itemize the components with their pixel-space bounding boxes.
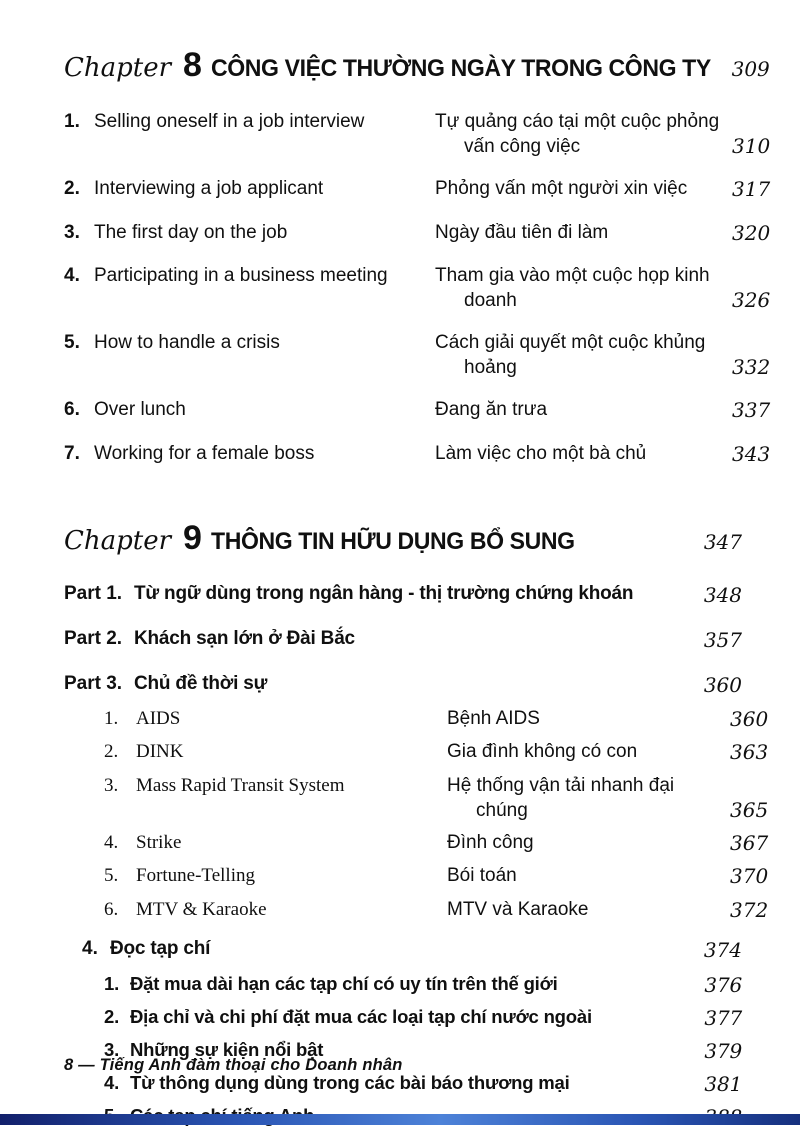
section-number: 4.: [82, 938, 98, 960]
item-page-number: 326: [732, 287, 771, 312]
item-number: 4.: [104, 831, 119, 853]
item-english: How to handle a crisis: [94, 332, 280, 354]
item-vietnamese: Đình công: [447, 831, 534, 853]
toc-item: [64, 397, 771, 423]
item-english: DINK: [136, 741, 184, 763]
item-vietnamese: Cách giải quyết một cuộc khủng hoảng: [435, 332, 706, 379]
part-page-number: 360: [703, 673, 742, 698]
toc-item: [64, 109, 771, 159]
item-page-number: 377: [704, 1006, 742, 1031]
item-english: Fortune-Telling: [136, 865, 255, 887]
chapter-title: CÔNG VIỆC THƯỜNG NGÀY TRONG CÔNG TY: [210, 55, 711, 82]
item-page-number: 376: [704, 973, 742, 998]
item-page-number: 372: [730, 897, 769, 922]
item-number: 5.: [104, 865, 119, 887]
toc-item: [64, 441, 771, 467]
chapter-number: 9: [183, 519, 201, 558]
item-number: 3.: [104, 1039, 120, 1061]
part-number: Part 1.: [64, 583, 123, 605]
item-number: 1.: [104, 708, 119, 730]
item-title: Những sự kiện nổi bật: [130, 1039, 324, 1061]
part-number: Part 3.: [64, 673, 123, 695]
item-vietnamese: Bói toán: [447, 865, 517, 887]
item-number: 2.: [104, 741, 119, 763]
toc-subitem: [104, 739, 769, 765]
part-page-number: 357: [703, 628, 742, 653]
chapter-number: 8: [183, 46, 201, 84]
item-title: Từ thông dụng dùng trong các bài báo thương mại: [130, 1072, 570, 1094]
item-page-number: 370: [730, 864, 769, 889]
item-number: 2.: [64, 178, 80, 200]
bottom-accent-bar: [0, 1114, 800, 1125]
toc-part: [64, 672, 742, 698]
chapter-page-number: 347: [703, 530, 742, 555]
item-english: MTV & Karaoke: [136, 898, 267, 920]
toc-section: [82, 937, 742, 963]
item-vietnamese: MTV và Karaoke: [447, 898, 589, 920]
item-page-number: 320: [732, 220, 771, 245]
item-vietnamese: Đang ăn trưa: [435, 399, 548, 421]
item-page-number: 360: [730, 707, 769, 732]
item-page-number: 310: [732, 133, 771, 158]
item-number: 6.: [64, 399, 80, 421]
toc-part: [64, 582, 742, 608]
item-number: 2.: [104, 1006, 120, 1028]
item-english: Over lunch: [94, 399, 186, 421]
item-title: Đặt mua dài hạn các tạp chí có uy tín trên thế giới: [130, 973, 558, 995]
item-number: 3.: [104, 774, 119, 796]
item-english: Working for a female boss: [94, 442, 315, 464]
item-english: Participating in a business meeting: [94, 264, 388, 286]
item-title: Địa chỉ và chi phí đặt mua các loại tạp chí nước ngoài: [130, 1006, 592, 1028]
item-vietnamese: Hệ thống vận tải nhanh đại chúng: [447, 774, 675, 821]
item-number: 1.: [104, 973, 120, 995]
item-vietnamese: Tự quảng cáo tại một cuộc phỏng vấn công việc: [435, 111, 720, 158]
item-page-number: 317: [732, 177, 771, 202]
toc-subitem: [104, 897, 769, 923]
item-english: Selling oneself in a job interview: [94, 111, 365, 132]
chapter-9-heading: [64, 519, 742, 558]
part-number: Part 2.: [64, 628, 123, 650]
item-page-number: 332: [732, 354, 771, 379]
item-vietnamese: Phỏng vấn một người xin việc: [435, 178, 688, 200]
toc-subitem: [104, 830, 769, 856]
toc-item: [64, 220, 771, 246]
chapter-8-heading: [64, 46, 770, 85]
item-page-number: 337: [732, 398, 771, 423]
item-english: Interviewing a job applicant: [94, 178, 324, 200]
chapter-label: Chapter: [64, 526, 172, 557]
section-page-number: 374: [703, 938, 742, 963]
item-vietnamese: Ngày đầu tiên đi làm: [435, 221, 609, 243]
item-english: Strike: [136, 831, 182, 853]
item-number: 6.: [104, 898, 119, 920]
part-title: Từ ngữ dùng trong ngân hàng - thị trường chứng khoán: [134, 583, 634, 605]
chapter-title: THÔNG TIN HỮU DỤNG BỔ SUNG: [210, 528, 575, 556]
toc-item: [64, 263, 771, 313]
part-title: Khách sạn lớn ở Đài Bắc: [134, 628, 355, 650]
toc-subitem: [104, 1005, 742, 1031]
item-number: 1.: [64, 111, 80, 132]
item-vietnamese: Bệnh AIDS: [447, 708, 540, 730]
item-page-number: 363: [730, 740, 769, 765]
item-english: AIDS: [136, 708, 181, 730]
toc-subitem: [104, 972, 742, 998]
item-vietnamese: Gia đình không có con: [447, 741, 638, 763]
item-number: 4.: [64, 264, 80, 286]
item-number: 3.: [64, 221, 80, 243]
toc-item: [64, 176, 771, 202]
toc-subitem: [104, 706, 769, 732]
item-number: 5.: [64, 332, 80, 354]
item-english: Mass Rapid Transit System: [136, 774, 345, 796]
section-title: Đọc tạp chí: [110, 938, 211, 960]
item-page-number: 365: [730, 797, 769, 822]
toc-part: [64, 627, 742, 653]
toc-subitem: [104, 863, 769, 889]
toc-item: [64, 330, 771, 380]
item-number: 4.: [104, 1072, 120, 1094]
item-vietnamese: Làm việc cho một bà chủ: [435, 442, 647, 464]
item-number: 7.: [64, 442, 80, 464]
item-page-number: 381: [704, 1072, 742, 1097]
chapter-page-number: 309: [731, 57, 770, 81]
page-footer: 8 — Tiếng Anh đàm thoại cho Doanh nhân: [64, 1056, 403, 1074]
item-page-number: 379: [704, 1039, 742, 1064]
part-title: Chủ đề thời sự: [134, 673, 268, 695]
toc-subitem: [104, 773, 769, 823]
part-page-number: 348: [703, 583, 742, 608]
chapter-label: Chapter: [64, 53, 172, 83]
toc-subitem: [104, 1071, 742, 1097]
item-page-number: 367: [730, 830, 769, 855]
item-vietnamese: Tham gia vào một cuộc họp kinh doanh: [435, 264, 710, 312]
item-page-number: 343: [732, 441, 771, 466]
item-english: The first day on the job: [94, 221, 288, 243]
